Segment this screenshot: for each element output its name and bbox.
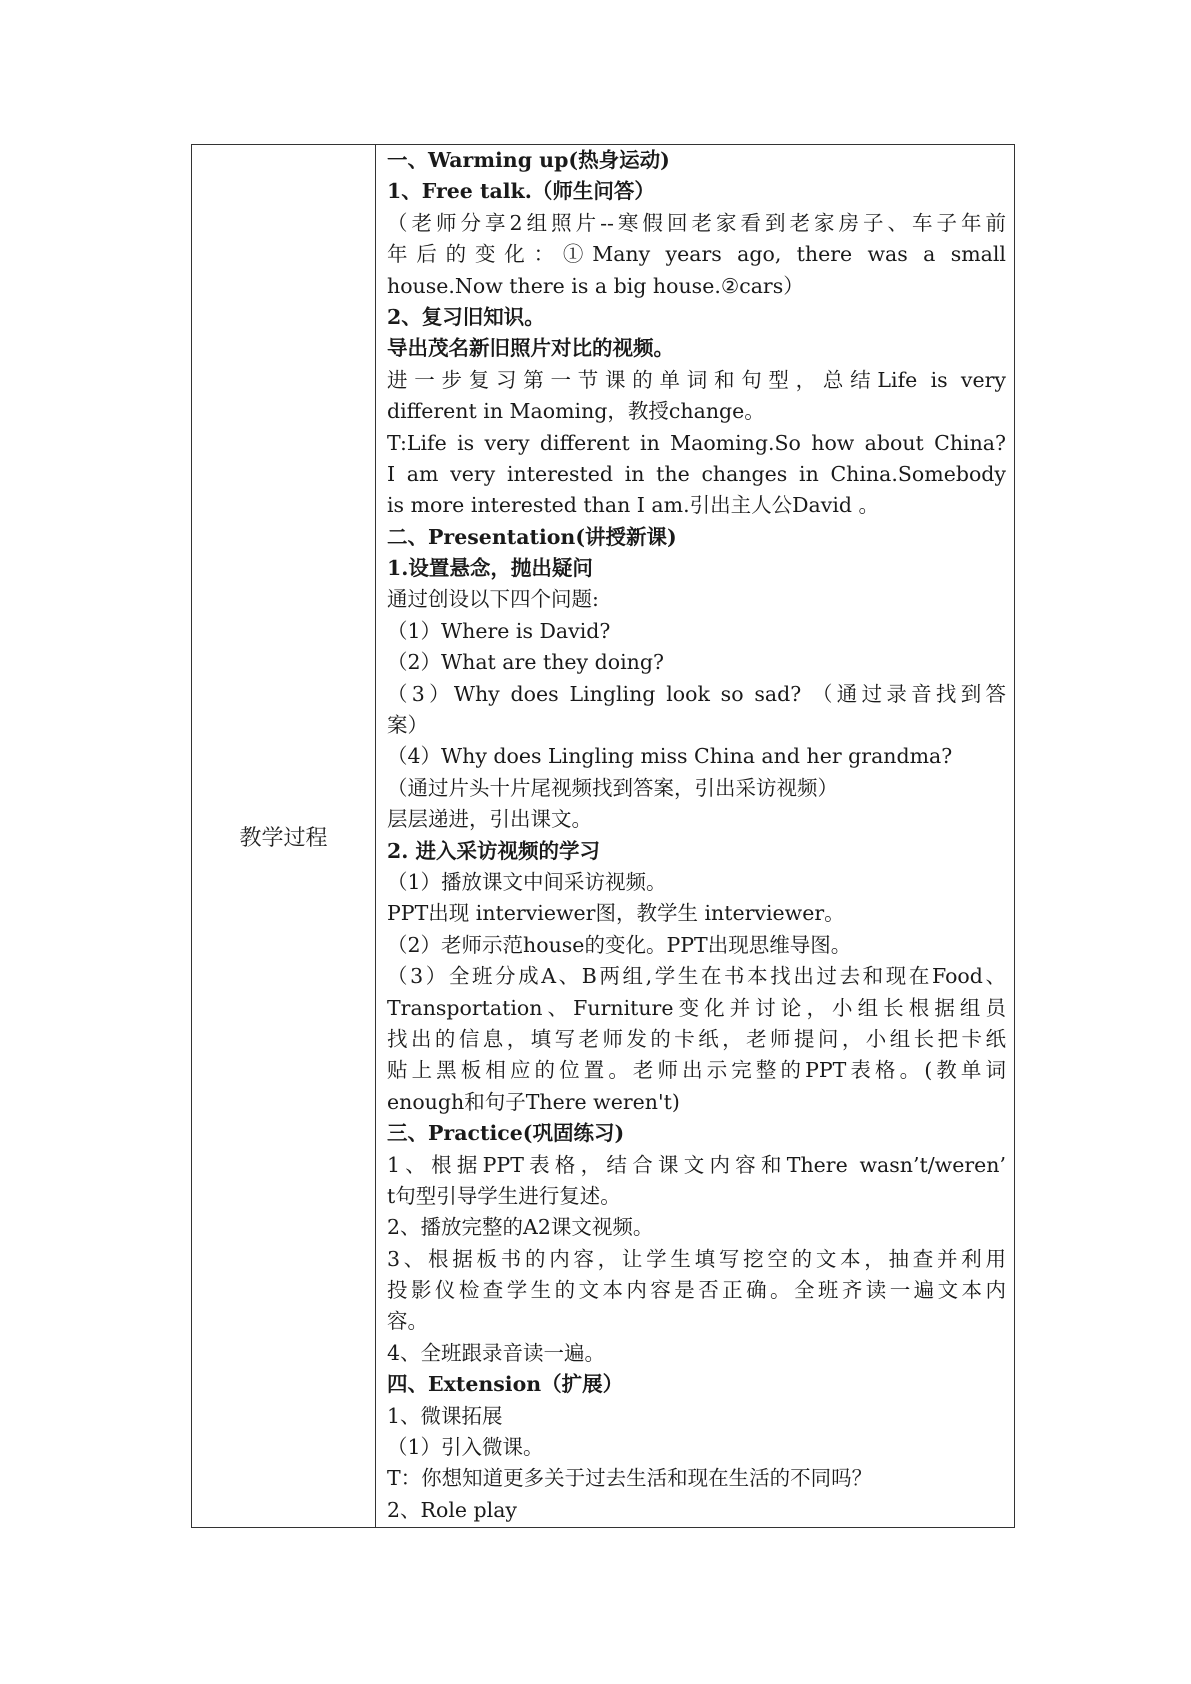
content-line: 2、Role play <box>387 1497 518 1522</box>
content-line: 1、Free talk.（师生问答） <box>387 179 655 204</box>
content-line: （4）Why does Lingling miss China and her grandma? <box>387 744 953 769</box>
content-line: 进一步复习第一节课的单词和句型，总结Life is very <box>387 367 1006 392</box>
content-line: （2）老师示范house的变化。PPT出现思维导图。 <box>387 932 852 957</box>
content-line: 容。 <box>387 1309 428 1334</box>
content-line: I am very interested in the changes in China.Somebody <box>387 461 1006 486</box>
content-line: （2）What are they doing? <box>387 650 664 675</box>
content-line: 贴上黑板相应的位置。老师出示完整的PPT表格。(教单词 <box>387 1058 1006 1083</box>
content-line: 一、Warming up(热身运动) <box>387 148 670 172</box>
content-line: （1）引入微课。 <box>387 1435 544 1460</box>
content-line: 三、Practice(巩固练习) <box>387 1121 625 1146</box>
content-line: 通过创设以下四个问题: <box>387 587 599 612</box>
content-line: 投影仪检查学生的文本内容是否正确。全班齐读一遍文本内 <box>387 1278 1006 1303</box>
content-line: 4、全班跟录音读一遍。 <box>387 1340 606 1365</box>
content-line: different in Maoming，教授change。 <box>387 399 765 424</box>
content-line: t句型引导学生进行复述。 <box>387 1183 621 1208</box>
teaching-process-content <box>376 145 1014 1527</box>
content-line: （3）Why does Lingling look so sad? （通过录音找到答 <box>387 681 1006 706</box>
content-line: 二、Presentation(讲授新课) <box>387 524 677 549</box>
content-line: 四、Extension（扩展） <box>387 1372 624 1397</box>
content-line: 1、根据PPT表格，结合课文内容和There wasn’t/weren’ <box>387 1152 1006 1177</box>
content-line: 1、微课拓展 <box>387 1403 503 1428</box>
content-line: （1）Where is David? <box>387 618 611 643</box>
content-line: house.Now there is a big house.②cars） <box>387 273 804 298</box>
content-line: is more interested than I am.引出主人公David 。 <box>387 493 880 518</box>
content-line: 找出的信息，填写老师发的卡纸，老师提问，小组长把卡纸 <box>387 1026 1006 1051</box>
section-label-cell <box>192 145 376 1527</box>
content-line: 层层递进，引出课文。 <box>387 807 592 832</box>
content-line: 2. 进入采访视频的学习 <box>387 838 601 863</box>
content-line: （1）播放课文中间采访视频。 <box>387 869 667 894</box>
content-line: 导出茂名新旧照片对比的视频。 <box>387 336 674 361</box>
content-line: 年后的变化：①Many years ago, there was a small <box>387 242 1006 267</box>
content-line: Transportation、Furniture变化并讨论，小组长根据组员 <box>387 995 1006 1020</box>
content-line: （老师分享2组照片--寒假回老家看到老家房子、车子年前 <box>387 210 1006 235</box>
content-line: enough和句子There weren't) <box>387 1089 680 1114</box>
content-line: （通过片头十片尾视频找到答案，引出采访视频） <box>387 775 838 800</box>
content-line: T:Life is very different in Maoming.So how about China? <box>387 430 1006 455</box>
content-line: T：你想知道更多关于过去生活和现在生活的不同吗？ <box>387 1466 873 1491</box>
section-label: 教学过程 <box>239 825 328 851</box>
content-line: 1.设置悬念，抛出疑问 <box>387 556 593 581</box>
content-line: PPT出现 interviewer图，教学生 interviewer。 <box>387 901 845 926</box>
content-line: 2、播放完整的A2课文视频。 <box>387 1215 654 1240</box>
content-line: （3）全班分成A、B两组,学生在书本找出过去和现在Food、 <box>387 964 1006 989</box>
lesson-plan-table <box>191 144 1015 1528</box>
content-line: 3、根据板书的内容，让学生填写挖空的文本，抽查并利用 <box>387 1246 1006 1271</box>
content-line: 案） <box>387 713 428 738</box>
content-line: 2、复习旧知识。 <box>387 304 545 329</box>
